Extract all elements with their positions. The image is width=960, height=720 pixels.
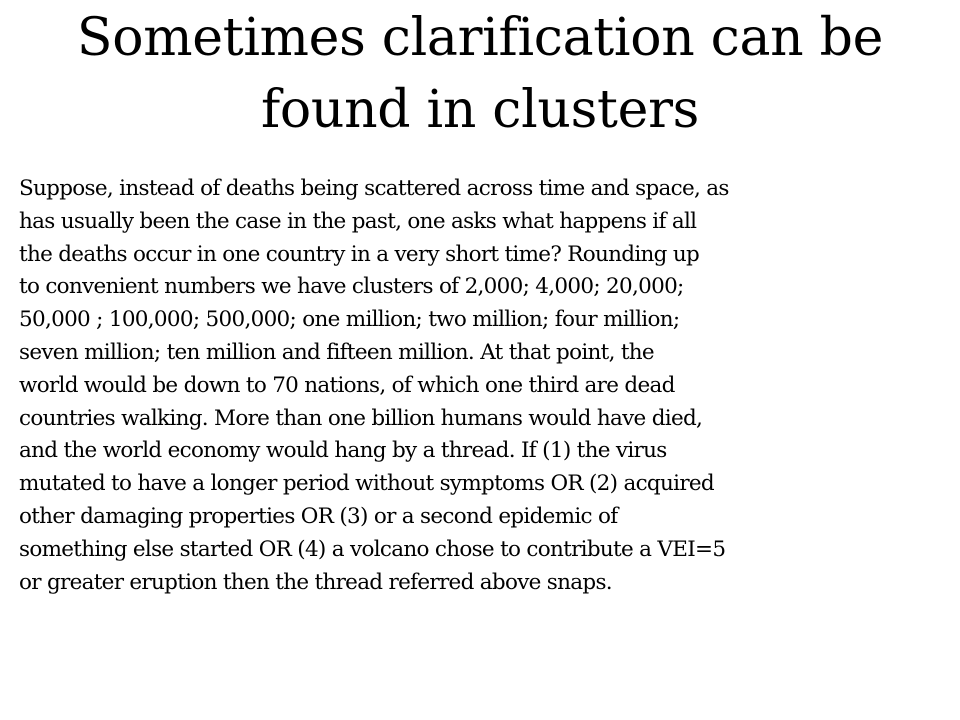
- body-line: countries walking. More than one billion humans would have died,: [19, 405, 703, 431]
- body-line: mutated to have a longer period without symptoms OR (2) acquired: [19, 471, 714, 497]
- slide-body-text: [19, 173, 919, 599]
- body-line: something else started OR (4) a volcano chose to contribute a VEI=5: [19, 536, 726, 562]
- body-line: has usually been the case in the past, one asks what happens if all: [19, 208, 697, 234]
- body-line: to convenient numbers we have clusters of 2,000; 4,000; 20,000;: [19, 274, 684, 300]
- body-line: and the world economy would hang by a thread. If (1) the virus: [19, 438, 667, 464]
- title-line-1: Sometimes clarification can be: [76, 8, 884, 68]
- body-line: or greater eruption then the thread referred above snaps.: [19, 569, 612, 595]
- title-line-2: found in clusters: [260, 80, 700, 140]
- body-line: Suppose, instead of deaths being scattered across time and space, as: [19, 176, 729, 201]
- body-line: world would be down to 70 nations, of which one third are dead: [19, 372, 675, 398]
- slide-title: [20, 2, 940, 146]
- body-line: other damaging properties OR (3) or a second epidemic of: [19, 503, 618, 529]
- body-line: the deaths occur in one country in a very short time? Rounding up: [19, 241, 700, 267]
- body-line: 50,000 ; 100,000; 500,000; one million; two million; four million;: [19, 307, 680, 333]
- body-line: seven million; ten million and fifteen million. At that point, the: [19, 339, 654, 365]
